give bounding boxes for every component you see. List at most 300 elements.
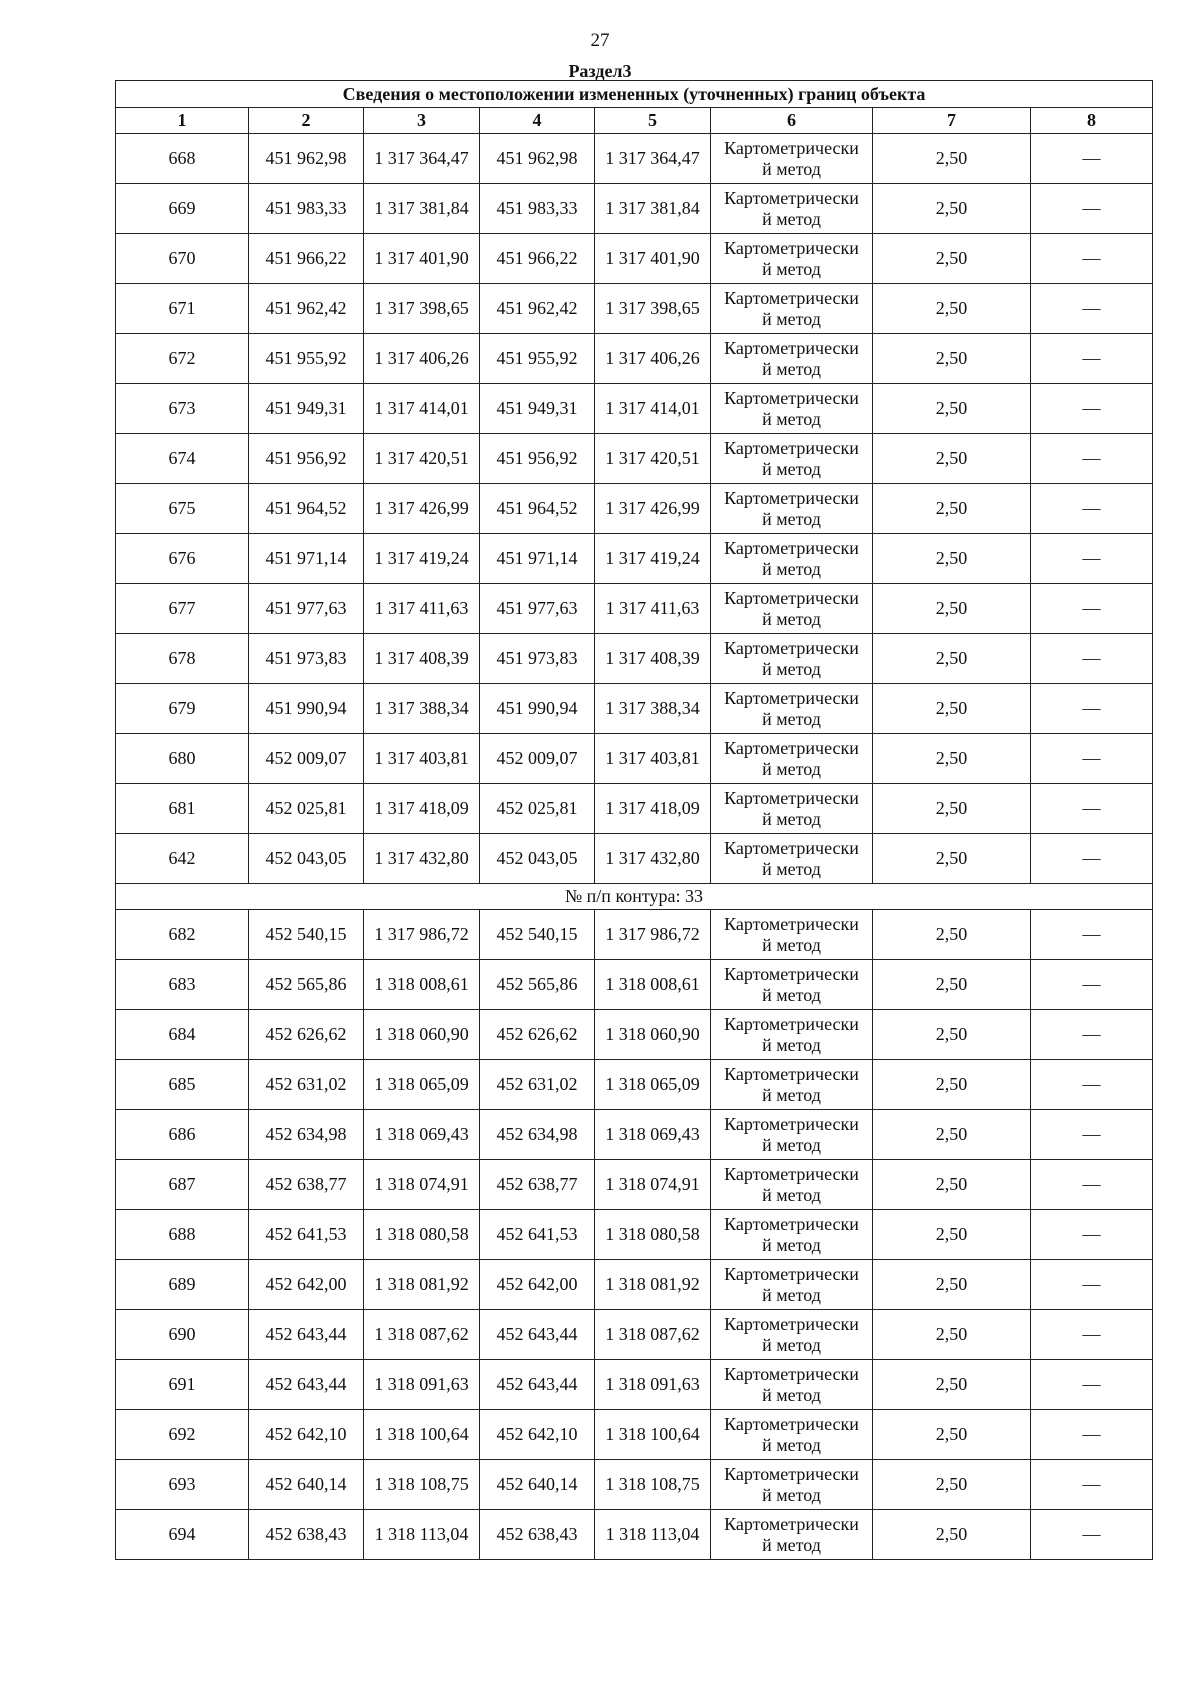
method-line: й метод: [762, 158, 821, 179]
coord-y-cell: 1 317 432,80: [595, 834, 711, 884]
table-row: [116, 334, 1153, 384]
table-caption: Сведения о местоположении измененных (уточненных) границ объекта: [116, 81, 1153, 108]
note-cell: —: [1031, 284, 1153, 334]
point-number-cell: 693: [116, 1460, 249, 1510]
note-cell: —: [1031, 1260, 1153, 1310]
coord-y-cell: 1 318 100,64: [595, 1410, 711, 1460]
method-cell: [711, 384, 873, 434]
column-number: 7: [873, 108, 1031, 134]
note-cell: —: [1031, 384, 1153, 434]
method-line: Картометрически: [724, 237, 859, 258]
table-row: [116, 484, 1153, 534]
coord-y-cell: 1 317 398,65: [364, 284, 480, 334]
coord-x-cell: 452 643,44: [480, 1310, 595, 1360]
table-body: [116, 81, 1153, 1560]
method-line: й метод: [762, 1384, 821, 1405]
accuracy-cell: 2,50: [873, 1410, 1031, 1460]
coord-y-cell: 1 317 398,65: [595, 284, 711, 334]
method-cell: [711, 1010, 873, 1060]
contour-label: № п/п контура: 33: [116, 884, 1153, 910]
method-line: Картометрически: [724, 1363, 859, 1384]
method-line: Картометрически: [724, 1213, 859, 1234]
coord-x-cell: 452 540,15: [480, 910, 595, 960]
method-cell: [711, 1510, 873, 1560]
accuracy-cell: 2,50: [873, 1510, 1031, 1560]
note-cell: —: [1031, 1510, 1153, 1560]
note-cell: —: [1031, 1010, 1153, 1060]
table-row: [116, 684, 1153, 734]
coord-x-cell: 452 025,81: [480, 784, 595, 834]
method-cell: [711, 1060, 873, 1110]
method-line: Картометрически: [724, 1463, 859, 1484]
coord-y-cell: 1 318 008,61: [595, 960, 711, 1010]
coord-x-cell: 452 634,98: [480, 1110, 595, 1160]
coord-y-cell: 1 318 060,90: [364, 1010, 480, 1060]
column-number: 1: [116, 108, 249, 134]
method-cell: [711, 1460, 873, 1510]
note-cell: —: [1031, 334, 1153, 384]
coord-x-cell: 451 983,33: [249, 184, 364, 234]
accuracy-cell: 2,50: [873, 334, 1031, 384]
coord-x-cell: 451 955,92: [249, 334, 364, 384]
method-line: й метод: [762, 508, 821, 529]
method-cell: [711, 910, 873, 960]
coord-x-cell: 452 638,77: [249, 1160, 364, 1210]
coord-y-cell: 1 317 986,72: [364, 910, 480, 960]
coord-x-cell: 452 643,44: [249, 1360, 364, 1410]
column-number: 8: [1031, 108, 1153, 134]
note-cell: —: [1031, 534, 1153, 584]
method-cell: [711, 534, 873, 584]
coord-x-cell: 452 642,10: [249, 1410, 364, 1460]
method-line: й метод: [762, 258, 821, 279]
method-line: й метод: [762, 1034, 821, 1055]
note-cell: —: [1031, 484, 1153, 534]
coord-y-cell: 1 317 388,34: [364, 684, 480, 734]
table-row: [116, 1110, 1153, 1160]
column-number: 2: [249, 108, 364, 134]
point-number-cell: 679: [116, 684, 249, 734]
coord-y-cell: 1 318 113,04: [364, 1510, 480, 1560]
table-row: [116, 1310, 1153, 1360]
method-cell: [711, 1410, 873, 1460]
coord-x-cell: 451 955,92: [480, 334, 595, 384]
method-line: й метод: [762, 308, 821, 329]
method-line: Картометрически: [724, 837, 859, 858]
accuracy-cell: 2,50: [873, 1310, 1031, 1360]
coord-x-cell: 451 973,83: [249, 634, 364, 684]
coord-x-cell: 451 949,31: [480, 384, 595, 434]
note-cell: —: [1031, 184, 1153, 234]
coord-x-cell: 452 634,98: [249, 1110, 364, 1160]
coord-y-cell: 1 317 401,90: [364, 234, 480, 284]
coord-y-cell: 1 317 419,24: [364, 534, 480, 584]
coord-x-cell: 452 631,02: [480, 1060, 595, 1110]
coord-y-cell: 1 318 069,43: [595, 1110, 711, 1160]
coord-x-cell: 452 626,62: [249, 1010, 364, 1060]
table-row: [116, 1010, 1153, 1060]
point-number-cell: 678: [116, 634, 249, 684]
coord-x-cell: 452 643,44: [249, 1310, 364, 1360]
method-cell: [711, 484, 873, 534]
coord-y-cell: 1 317 408,39: [595, 634, 711, 684]
coord-y-cell: 1 318 113,04: [595, 1510, 711, 1560]
coord-x-cell: 451 962,42: [249, 284, 364, 334]
method-cell: [711, 134, 873, 184]
method-line: й метод: [762, 1334, 821, 1355]
method-line: Картометрически: [724, 137, 859, 158]
coord-y-cell: 1 317 414,01: [595, 384, 711, 434]
point-number-cell: 668: [116, 134, 249, 184]
accuracy-cell: 2,50: [873, 234, 1031, 284]
point-number-cell: 676: [116, 534, 249, 584]
column-number: 5: [595, 108, 711, 134]
coord-y-cell: 1 318 087,62: [364, 1310, 480, 1360]
point-number-cell: 692: [116, 1410, 249, 1460]
coord-x-cell: 452 638,77: [480, 1160, 595, 1210]
method-cell: [711, 1110, 873, 1160]
coord-y-cell: 1 317 401,90: [595, 234, 711, 284]
accuracy-cell: 2,50: [873, 684, 1031, 734]
coord-x-cell: 452 565,86: [249, 960, 364, 1010]
method-cell: [711, 434, 873, 484]
table-row: [116, 1260, 1153, 1310]
method-line: й метод: [762, 1484, 821, 1505]
accuracy-cell: 2,50: [873, 834, 1031, 884]
accuracy-cell: 2,50: [873, 1110, 1031, 1160]
note-cell: —: [1031, 1110, 1153, 1160]
method-line: Картометрически: [724, 487, 859, 508]
coord-x-cell: 452 638,43: [480, 1510, 595, 1560]
coord-x-cell: 451 949,31: [249, 384, 364, 434]
coord-y-cell: 1 318 087,62: [595, 1310, 711, 1360]
coord-x-cell: 452 009,07: [480, 734, 595, 784]
table-row: [116, 834, 1153, 884]
coord-x-cell: 451 962,42: [480, 284, 595, 334]
method-cell: [711, 234, 873, 284]
method-line: Картометрически: [724, 963, 859, 984]
method-line: Картометрически: [724, 337, 859, 358]
coord-x-cell: 452 540,15: [249, 910, 364, 960]
method-cell: [711, 834, 873, 884]
coord-y-cell: 1 317 426,99: [595, 484, 711, 534]
coord-x-cell: 452 025,81: [249, 784, 364, 834]
method-cell: [711, 684, 873, 734]
note-cell: —: [1031, 234, 1153, 284]
table-row: [116, 734, 1153, 784]
coord-y-cell: 1 318 065,09: [364, 1060, 480, 1110]
note-cell: —: [1031, 960, 1153, 1010]
coord-y-cell: 1 317 414,01: [364, 384, 480, 434]
coord-x-cell: 452 043,05: [249, 834, 364, 884]
coord-y-cell: 1 318 091,63: [364, 1360, 480, 1410]
point-number-cell: 675: [116, 484, 249, 534]
table-row: [116, 234, 1153, 284]
coord-y-cell: 1 318 100,64: [364, 1410, 480, 1460]
point-number-cell: 685: [116, 1060, 249, 1110]
accuracy-cell: 2,50: [873, 134, 1031, 184]
accuracy-cell: 2,50: [873, 1160, 1031, 1210]
coord-x-cell: 452 642,00: [480, 1260, 595, 1310]
coord-x-cell: 452 640,14: [480, 1460, 595, 1510]
method-line: Картометрически: [724, 187, 859, 208]
note-cell: —: [1031, 834, 1153, 884]
coord-x-cell: 452 626,62: [480, 1010, 595, 1060]
note-cell: —: [1031, 434, 1153, 484]
coord-x-cell: 451 962,98: [480, 134, 595, 184]
coord-x-cell: 451 966,22: [480, 234, 595, 284]
method-cell: [711, 334, 873, 384]
method-cell: [711, 734, 873, 784]
point-number-cell: 690: [116, 1310, 249, 1360]
coordinates-table: [115, 80, 1153, 1560]
point-number-cell: 681: [116, 784, 249, 834]
page-number: 27: [590, 30, 610, 51]
method-line: Картометрически: [724, 287, 859, 308]
column-number: 4: [480, 108, 595, 134]
table-row: [116, 384, 1153, 434]
coord-y-cell: 1 318 108,75: [364, 1460, 480, 1510]
coord-x-cell: 452 638,43: [249, 1510, 364, 1560]
accuracy-cell: 2,50: [873, 1010, 1031, 1060]
method-line: й метод: [762, 1184, 821, 1205]
method-line: Картометрически: [724, 687, 859, 708]
method-line: й метод: [762, 1234, 821, 1255]
note-cell: —: [1031, 1460, 1153, 1510]
point-number-cell: 683: [116, 960, 249, 1010]
method-line: й метод: [762, 458, 821, 479]
table-row: [116, 1210, 1153, 1260]
coord-y-cell: 1 317 388,34: [595, 684, 711, 734]
coord-x-cell: 451 964,52: [480, 484, 595, 534]
note-cell: —: [1031, 1310, 1153, 1360]
method-line: Картометрически: [724, 737, 859, 758]
accuracy-cell: 2,50: [873, 434, 1031, 484]
coord-x-cell: 451 956,92: [480, 434, 595, 484]
point-number-cell: 673: [116, 384, 249, 434]
point-number-cell: 691: [116, 1360, 249, 1410]
point-number-cell: 687: [116, 1160, 249, 1210]
method-line: й метод: [762, 1084, 821, 1105]
accuracy-cell: 2,50: [873, 1260, 1031, 1310]
table-row: [116, 1160, 1153, 1210]
accuracy-cell: 2,50: [873, 634, 1031, 684]
point-number-cell: 684: [116, 1010, 249, 1060]
method-cell: [711, 1310, 873, 1360]
point-number-cell: 674: [116, 434, 249, 484]
method-cell: [711, 784, 873, 834]
method-line: й метод: [762, 934, 821, 955]
method-line: Картометрически: [724, 637, 859, 658]
coord-y-cell: 1 317 364,47: [595, 134, 711, 184]
note-cell: —: [1031, 634, 1153, 684]
method-line: Картометрически: [724, 1163, 859, 1184]
table-row: [116, 634, 1153, 684]
accuracy-cell: 2,50: [873, 960, 1031, 1010]
method-line: й метод: [762, 358, 821, 379]
method-line: й метод: [762, 858, 821, 879]
coord-x-cell: 452 643,44: [480, 1360, 595, 1410]
table-row: [116, 584, 1153, 634]
accuracy-cell: 2,50: [873, 284, 1031, 334]
method-cell: [711, 284, 873, 334]
method-line: й метод: [762, 808, 821, 829]
coord-x-cell: 451 956,92: [249, 434, 364, 484]
table-row: [116, 910, 1153, 960]
note-cell: —: [1031, 784, 1153, 834]
method-line: й метод: [762, 658, 821, 679]
method-line: Картометрически: [724, 1263, 859, 1284]
coord-x-cell: 452 009,07: [249, 734, 364, 784]
table-row: [116, 1360, 1153, 1410]
coord-y-cell: 1 317 418,09: [595, 784, 711, 834]
coord-y-cell: 1 317 408,39: [364, 634, 480, 684]
table-row: [116, 1510, 1153, 1560]
coord-y-cell: 1 317 420,51: [595, 434, 711, 484]
point-number-cell: 686: [116, 1110, 249, 1160]
table-row: [116, 784, 1153, 834]
section-title: Раздел3: [568, 61, 632, 81]
coord-y-cell: 1 317 403,81: [364, 734, 480, 784]
method-line: й метод: [762, 608, 821, 629]
point-number-cell: 672: [116, 334, 249, 384]
method-line: й метод: [762, 1534, 821, 1555]
method-line: Картометрически: [724, 537, 859, 558]
point-number-cell: 689: [116, 1260, 249, 1310]
method-line: й метод: [762, 208, 821, 229]
note-cell: —: [1031, 584, 1153, 634]
coord-y-cell: 1 317 432,80: [364, 834, 480, 884]
coord-y-cell: 1 317 406,26: [595, 334, 711, 384]
point-number-cell: 694: [116, 1510, 249, 1560]
method-line: Картометрически: [724, 1413, 859, 1434]
coord-y-cell: 1 317 419,24: [595, 534, 711, 584]
coord-y-cell: 1 318 081,92: [364, 1260, 480, 1310]
column-number: 3: [364, 108, 480, 134]
coord-y-cell: 1 318 108,75: [595, 1460, 711, 1510]
coord-x-cell: 451 966,22: [249, 234, 364, 284]
coord-x-cell: 451 990,94: [480, 684, 595, 734]
method-line: Картометрически: [724, 1313, 859, 1334]
coord-y-cell: 1 318 060,90: [595, 1010, 711, 1060]
coord-y-cell: 1 318 074,91: [595, 1160, 711, 1210]
table-row: [116, 960, 1153, 1010]
coord-x-cell: 452 631,02: [249, 1060, 364, 1110]
coord-y-cell: 1 317 986,72: [595, 910, 711, 960]
coord-y-cell: 1 318 065,09: [595, 1060, 711, 1110]
method-line: Картометрически: [724, 1013, 859, 1034]
coord-y-cell: 1 317 411,63: [364, 584, 480, 634]
method-line: Картометрически: [724, 387, 859, 408]
table-row: [116, 284, 1153, 334]
method-cell: [711, 1210, 873, 1260]
method-cell: [711, 1260, 873, 1310]
point-number-cell: 677: [116, 584, 249, 634]
method-line: Картометрически: [724, 587, 859, 608]
coord-y-cell: 1 317 381,84: [595, 184, 711, 234]
coord-y-cell: 1 317 426,99: [364, 484, 480, 534]
coord-x-cell: 451 971,14: [249, 534, 364, 584]
coord-y-cell: 1 318 080,58: [595, 1210, 711, 1260]
note-cell: —: [1031, 734, 1153, 784]
method-cell: [711, 184, 873, 234]
method-line: Картометрически: [724, 787, 859, 808]
coord-y-cell: 1 318 081,92: [595, 1260, 711, 1310]
method-line: Картометрически: [724, 1513, 859, 1534]
note-cell: —: [1031, 910, 1153, 960]
point-number-cell: 669: [116, 184, 249, 234]
coord-x-cell: 451 990,94: [249, 684, 364, 734]
point-number-cell: 688: [116, 1210, 249, 1260]
coord-x-cell: 452 642,00: [249, 1260, 364, 1310]
method-line: Картометрически: [724, 1113, 859, 1134]
point-number-cell: 680: [116, 734, 249, 784]
accuracy-cell: 2,50: [873, 1360, 1031, 1410]
point-number-cell: 682: [116, 910, 249, 960]
table-row: [116, 434, 1153, 484]
coord-x-cell: 452 642,10: [480, 1410, 595, 1460]
method-cell: [711, 1160, 873, 1210]
method-line: й метод: [762, 708, 821, 729]
table-caption-row: [116, 81, 1153, 108]
coord-y-cell: 1 318 080,58: [364, 1210, 480, 1260]
method-line: й метод: [762, 408, 821, 429]
note-cell: —: [1031, 1360, 1153, 1410]
method-cell: [711, 960, 873, 1010]
coord-y-cell: 1 317 406,26: [364, 334, 480, 384]
point-number-cell: 670: [116, 234, 249, 284]
method-cell: [711, 634, 873, 684]
coord-x-cell: 452 641,53: [480, 1210, 595, 1260]
method-cell: [711, 584, 873, 634]
accuracy-cell: 2,50: [873, 1060, 1031, 1110]
table-row: [116, 1060, 1153, 1110]
method-line: й метод: [762, 1134, 821, 1155]
coord-x-cell: 452 565,86: [480, 960, 595, 1010]
note-cell: —: [1031, 1410, 1153, 1460]
coord-y-cell: 1 317 364,47: [364, 134, 480, 184]
accuracy-cell: 2,50: [873, 1460, 1031, 1510]
accuracy-cell: 2,50: [873, 910, 1031, 960]
note-cell: —: [1031, 684, 1153, 734]
column-number-row: [116, 108, 1153, 134]
coord-x-cell: 451 977,63: [249, 584, 364, 634]
method-line: й метод: [762, 984, 821, 1005]
accuracy-cell: 2,50: [873, 384, 1031, 434]
table-row: [116, 534, 1153, 584]
method-line: Картометрически: [724, 437, 859, 458]
coord-x-cell: 452 641,53: [249, 1210, 364, 1260]
note-cell: —: [1031, 1160, 1153, 1210]
coord-x-cell: 451 964,52: [249, 484, 364, 534]
column-number: 6: [711, 108, 873, 134]
coord-x-cell: 451 962,98: [249, 134, 364, 184]
coord-y-cell: 1 317 418,09: [364, 784, 480, 834]
contour-row: [116, 884, 1153, 910]
table-row: [116, 1410, 1153, 1460]
method-line: й метод: [762, 1284, 821, 1305]
coord-x-cell: 451 983,33: [480, 184, 595, 234]
accuracy-cell: 2,50: [873, 1210, 1031, 1260]
method-line: Картометрически: [724, 913, 859, 934]
point-number-cell: 642: [116, 834, 249, 884]
note-cell: —: [1031, 1210, 1153, 1260]
accuracy-cell: 2,50: [873, 484, 1031, 534]
coord-x-cell: 451 977,63: [480, 584, 595, 634]
method-line: Картометрически: [724, 1063, 859, 1084]
table-row: [116, 1460, 1153, 1510]
coord-x-cell: 452 043,05: [480, 834, 595, 884]
